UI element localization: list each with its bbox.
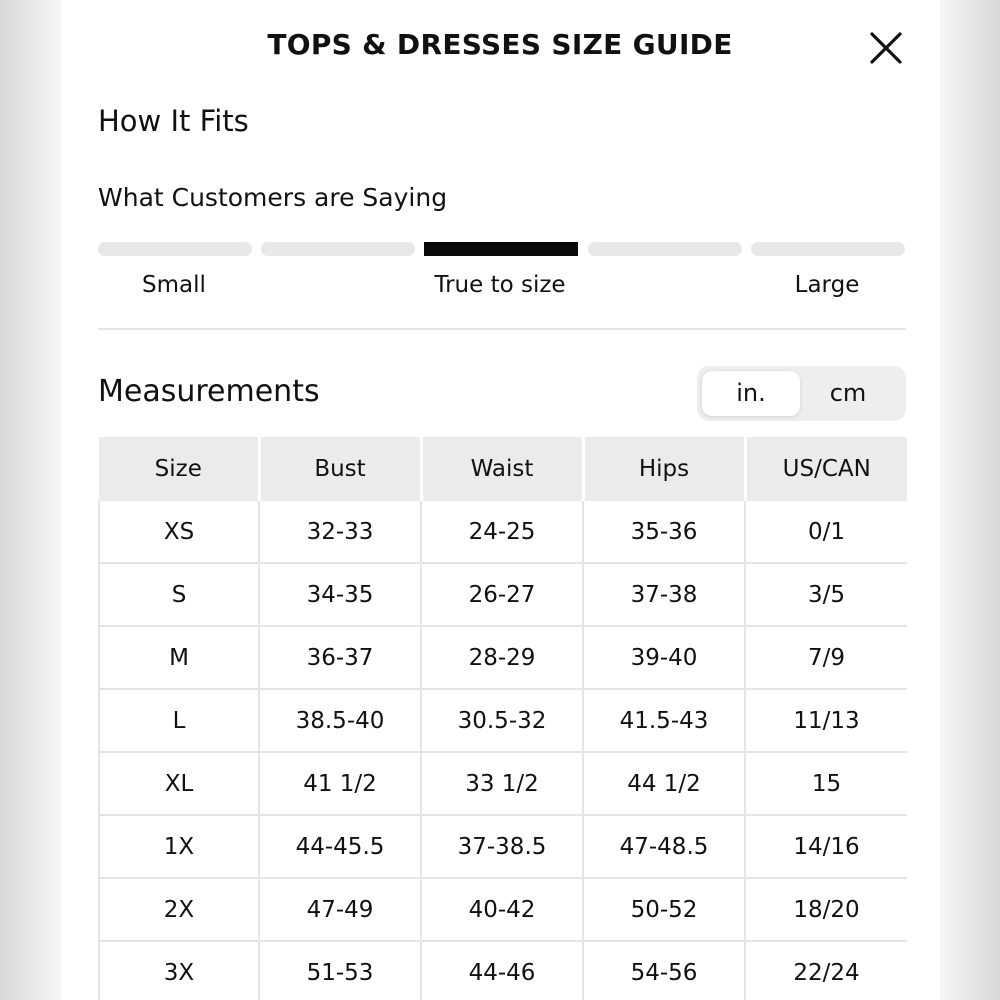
cell-us-can: 18/20 <box>745 878 907 941</box>
cell-bust: 38.5-40 <box>259 689 421 752</box>
unit-cm-button[interactable]: cm <box>829 379 867 407</box>
cell-bust: 51-53 <box>259 941 421 1000</box>
cell-us-can: 14/16 <box>745 815 907 878</box>
cell-hips: 44 1/2 <box>583 752 745 815</box>
cell-bust: 44-45.5 <box>259 815 421 878</box>
cell-hips: 50-52 <box>583 878 745 941</box>
table-row <box>99 815 907 878</box>
fit-segment-3 <box>424 242 578 256</box>
cell-us-can: 22/24 <box>745 941 907 1000</box>
cell-size: 1X <box>99 815 259 878</box>
cell-size: XL <box>99 752 259 815</box>
cell-waist: 28-29 <box>421 626 583 689</box>
cell-waist: 30.5-32 <box>421 689 583 752</box>
column-header-hips: Hips <box>583 437 745 501</box>
table-row <box>99 626 907 689</box>
cell-waist: 33 1/2 <box>421 752 583 815</box>
measurements-heading: Measurements <box>98 374 320 409</box>
fit-segment-5 <box>751 242 905 256</box>
cell-hips: 35-36 <box>583 501 745 563</box>
cell-hips: 37-38 <box>583 563 745 626</box>
column-header-bust: Bust <box>259 437 421 501</box>
cell-size: S <box>99 563 259 626</box>
unit-toggle <box>697 366 906 421</box>
cell-us-can: 7/9 <box>745 626 907 689</box>
cell-hips: 41.5-43 <box>583 689 745 752</box>
cell-hips: 47-48.5 <box>583 815 745 878</box>
table-row <box>99 563 907 626</box>
cell-bust: 34-35 <box>259 563 421 626</box>
cell-bust: 41 1/2 <box>259 752 421 815</box>
column-header-waist: Waist <box>421 437 583 501</box>
cell-bust: 32-33 <box>259 501 421 563</box>
table-row <box>99 878 907 941</box>
column-header-us-can: US/CAN <box>745 437 907 501</box>
cell-size: 3X <box>99 941 259 1000</box>
cell-size: L <box>99 689 259 752</box>
fit-label-true-to-size: True to size <box>434 272 566 298</box>
unit-inches-button[interactable]: in. <box>702 371 800 416</box>
table-row <box>99 752 907 815</box>
fit-rating-bar <box>98 242 906 256</box>
cell-us-can: 15 <box>745 752 907 815</box>
cell-us-can: 11/13 <box>745 689 907 752</box>
fit-segment-1 <box>98 242 252 256</box>
fit-segment-4 <box>588 242 742 256</box>
cell-hips: 39-40 <box>583 626 745 689</box>
cell-size: M <box>99 626 259 689</box>
modal-title: TOPS & DRESSES SIZE GUIDE <box>267 28 733 61</box>
fit-label-small: Small <box>142 272 206 298</box>
table-row <box>99 941 907 1000</box>
cell-waist: 24-25 <box>421 501 583 563</box>
cell-bust: 47-49 <box>259 878 421 941</box>
cell-us-can: 0/1 <box>745 501 907 563</box>
close-icon <box>866 28 906 68</box>
table-row <box>99 501 907 563</box>
cell-waist: 26-27 <box>421 563 583 626</box>
table-row <box>99 689 907 752</box>
close-button[interactable] <box>866 28 906 68</box>
how-it-fits-heading: How It Fits <box>98 104 249 138</box>
customers-saying-heading: What Customers are Saying <box>98 183 448 212</box>
cell-waist: 37-38.5 <box>421 815 583 878</box>
cell-size: 2X <box>99 878 259 941</box>
cell-waist: 40-42 <box>421 878 583 941</box>
column-header-size: Size <box>99 437 259 501</box>
table-header-row <box>99 437 907 501</box>
cell-us-can: 3/5 <box>745 563 907 626</box>
fit-segment-2 <box>261 242 415 256</box>
cell-waist: 44-46 <box>421 941 583 1000</box>
fit-label-large: Large <box>794 272 860 298</box>
cell-bust: 36-37 <box>259 626 421 689</box>
size-table <box>98 437 907 1000</box>
cell-hips: 54-56 <box>583 941 745 1000</box>
cell-size: XS <box>99 501 259 563</box>
section-divider <box>98 328 906 330</box>
